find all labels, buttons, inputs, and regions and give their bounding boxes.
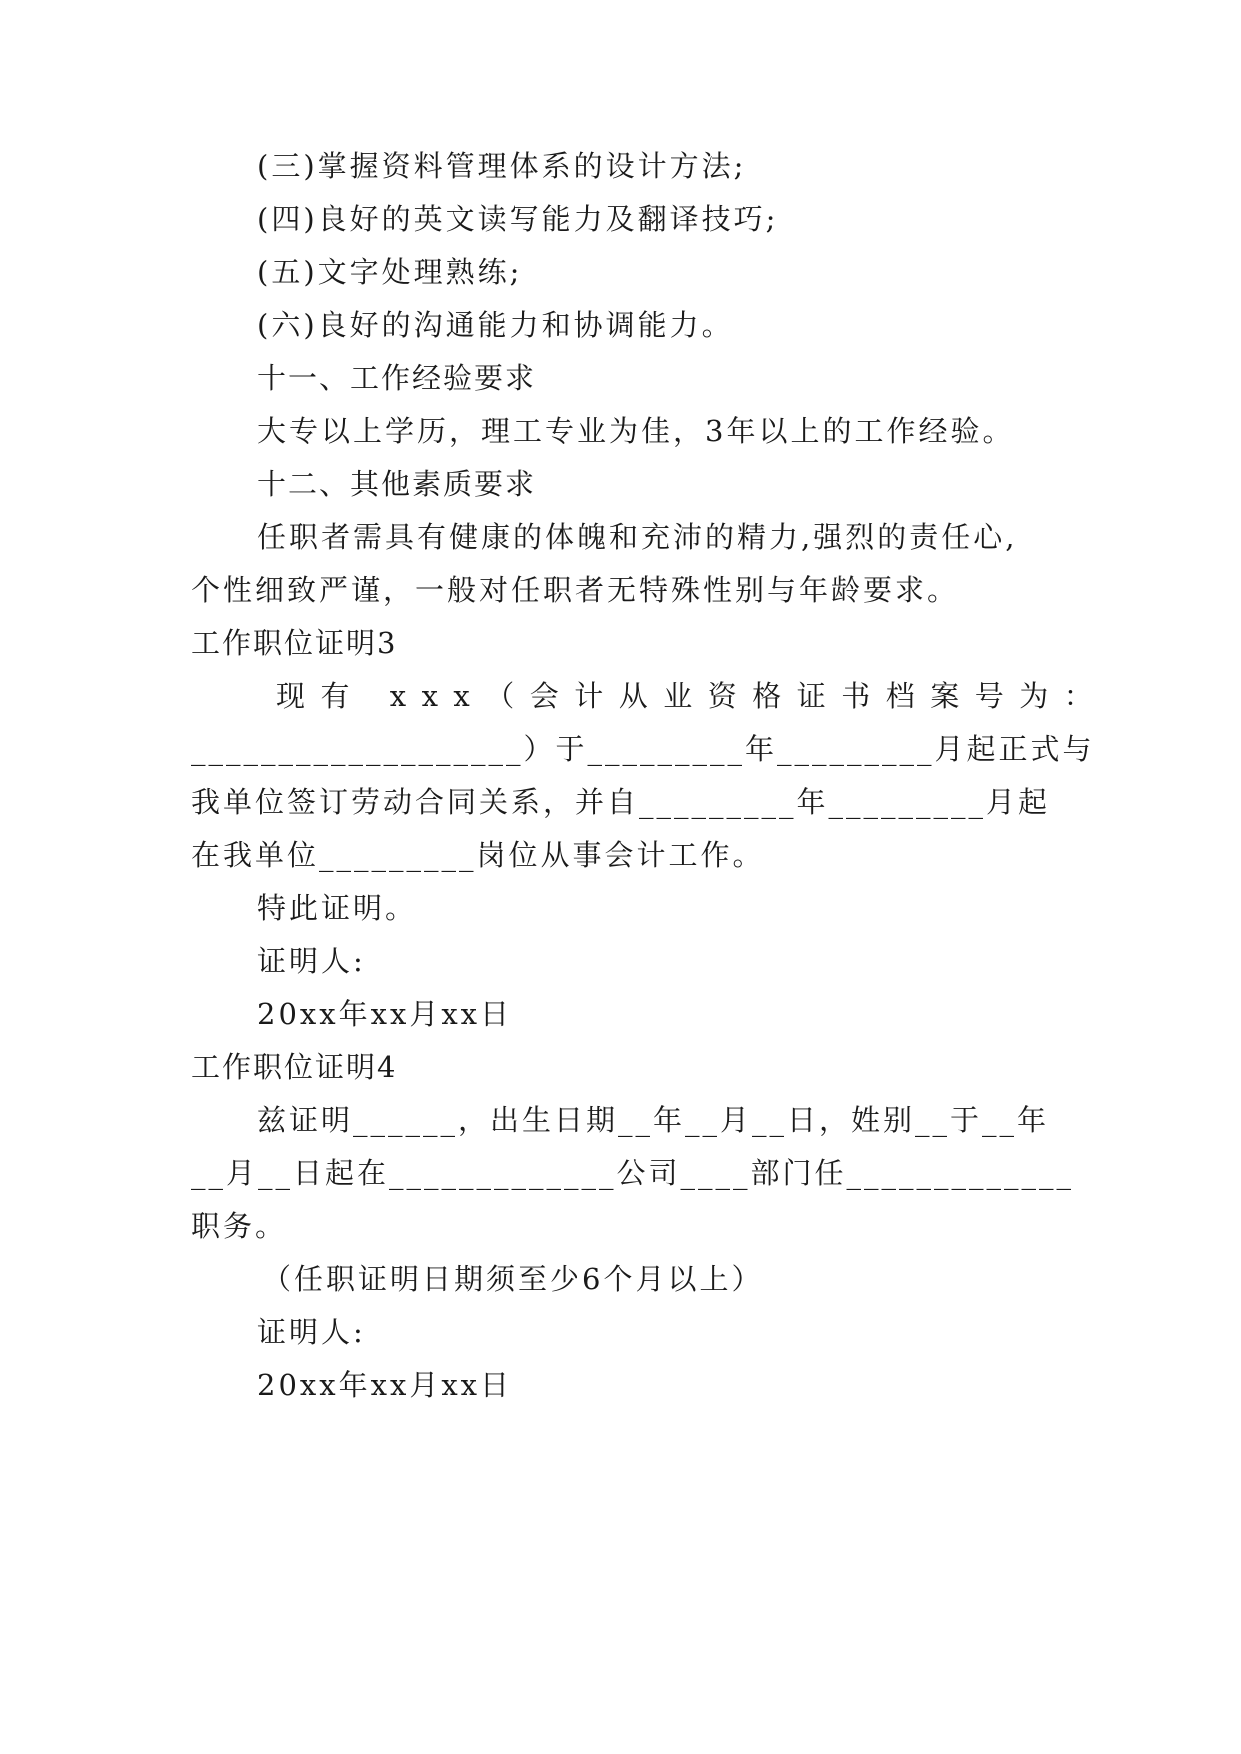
certificate-3-line-2: ___________________）于_________年_________月起正式与 xyxy=(191,732,1095,766)
certificate-4-certifier: 证明人: xyxy=(257,1315,366,1349)
certificate-3-date: 20xx年xx月xx日 xyxy=(257,997,513,1031)
requirement-item-3: (三)掌握资料管理体系的设计方法; xyxy=(257,149,747,183)
other-requirements-text-line-1: 任职者需具有健康的体魄和充沛的精力,强烈的责任心, xyxy=(257,520,1018,554)
requirement-item-6: (六)良好的沟通能力和协调能力。 xyxy=(257,308,734,342)
section-heading-12: 十二、其他素质要求 xyxy=(257,467,537,501)
certificate-3-line-4: 在我单位_________岗位从事会计工作。 xyxy=(191,838,765,872)
certificate-3-certifier: 证明人: xyxy=(257,944,366,978)
work-experience-text: 大专以上学历，理工专业为佳，3年以上的工作经验。 xyxy=(257,414,1015,448)
certificate-4-note: （任职证明日期须至少6个月以上） xyxy=(262,1262,764,1296)
certificate-4-title: 工作职位证明4 xyxy=(191,1050,398,1084)
certificate-3-line-1: 现有 xxx（会计从业资格证书档案号为： xyxy=(276,679,1109,713)
certificate-3-closing: 特此证明。 xyxy=(257,891,418,925)
certificate-4-line-2: __月__日起在_____________公司____部门任_____________ xyxy=(191,1156,1075,1190)
certificate-4-date: 20xx年xx月xx日 xyxy=(257,1368,513,1402)
certificate-4-line-3: 职务。 xyxy=(191,1209,288,1243)
section-heading-11: 十一、工作经验要求 xyxy=(257,361,537,395)
certificate-3-title: 工作职位证明3 xyxy=(191,626,398,660)
other-requirements-text-line-2: 个性细致严谨，一般对任职者无特殊性别与年龄要求。 xyxy=(191,573,960,607)
certificate-4-line-1: 兹证明______，出生日期__年__月__日，姓别__于__年 xyxy=(257,1103,1050,1137)
requirement-item-5: (五)文字处理熟练; xyxy=(257,255,523,289)
requirement-item-4: (四)良好的英文读写能力及翻译技巧; xyxy=(257,202,779,236)
certificate-3-line-3: 我单位签订劳动合同关系，并自_________年_________月起 xyxy=(191,785,1051,819)
